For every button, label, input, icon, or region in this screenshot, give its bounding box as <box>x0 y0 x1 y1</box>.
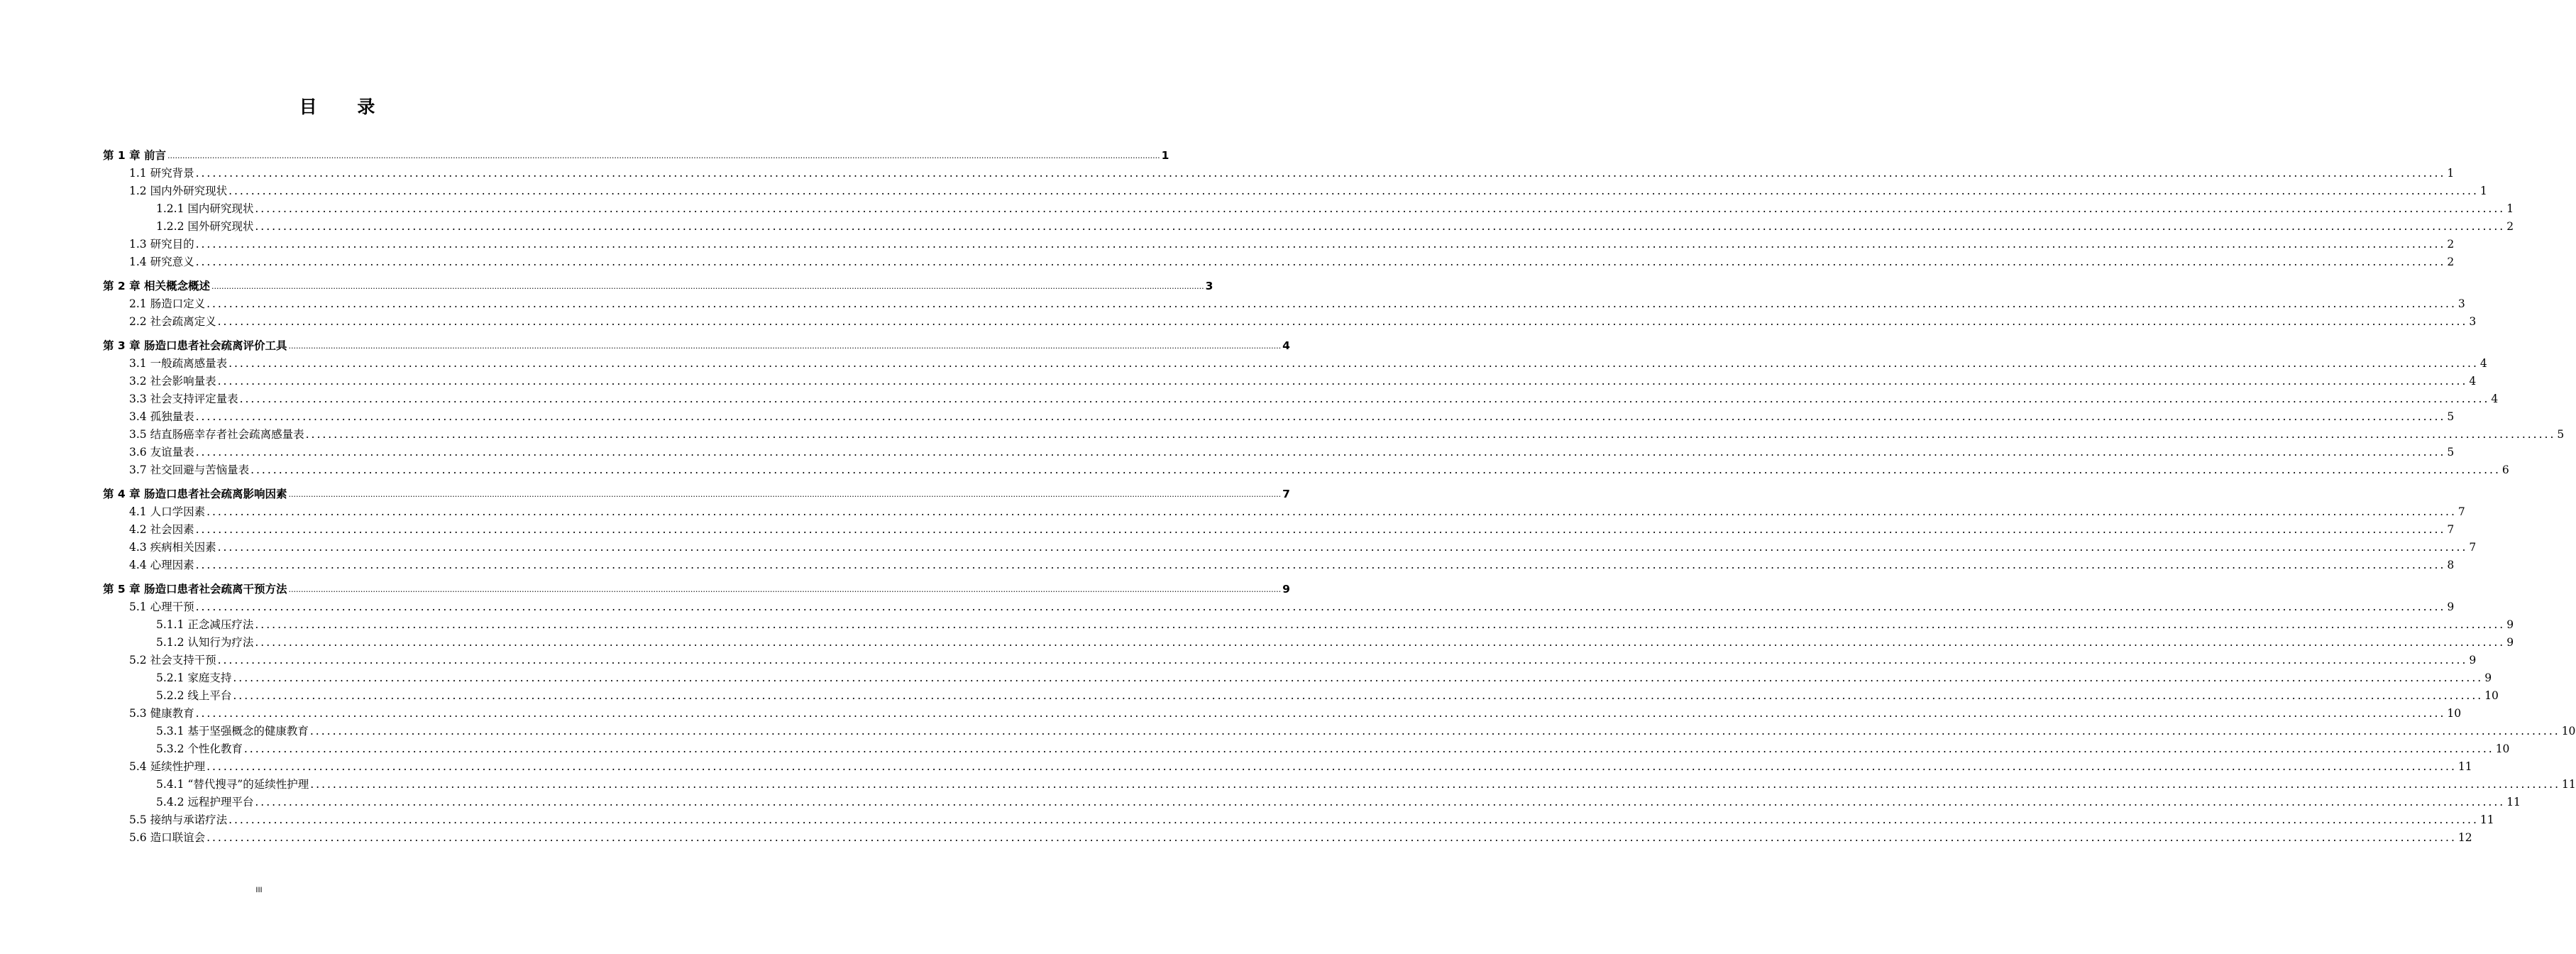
toc-section-entry[interactable] <box>103 236 2455 253</box>
toc-section-entry[interactable] <box>103 355 2487 373</box>
toc-entry-title: 5.3.1 基于坚强概念的健康教育 <box>156 725 309 738</box>
dot-leader: ................................................................................................................................................................................................................................................................................................................................................................................................................ <box>195 446 2446 459</box>
dot-leader: ................................................................................................................................................................................................................................................................................................................................................................................................................ <box>288 585 1282 594</box>
toc-entry-page: 9 <box>2447 601 2455 613</box>
dot-leader: ................................................................................................................................................................................................................................................................................................................................................................................................................ <box>229 185 2479 197</box>
toc-section-entry[interactable] <box>103 758 2472 776</box>
toc-entry-page: 12 <box>2457 831 2472 844</box>
toc-entry-page: 1 <box>2506 202 2514 215</box>
dot-leader: ................................................................................................................................................................................................................................................................................................................................................................................................................ <box>233 689 2484 702</box>
toc-entry-title: 3.3 社会支持评定量表 <box>129 393 238 405</box>
toc-entry-title: 5.1 心理干预 <box>129 601 194 613</box>
toc-entry-title: 5.2.2 线上平台 <box>156 689 232 702</box>
dot-leader: ................................................................................................................................................................................................................................................................................................................................................................................................................ <box>243 742 2494 755</box>
dot-leader: ................................................................................................................................................................................................................................................................................................................................................................................................................ <box>251 464 2501 476</box>
dot-leader: ................................................................................................................................................................................................................................................................................................................................................................................................................ <box>255 796 2506 808</box>
toc-entry-title: 第 3 章 肠造口患者社会疏离评价工具 <box>103 339 287 352</box>
toc-section-entry[interactable] <box>103 313 2477 331</box>
toc-entry-page: 10 <box>2447 707 2462 720</box>
toc-chapter-entry[interactable] <box>103 278 1213 295</box>
dot-leader: ................................................................................................................................................................................................................................................................................................................................................................................................................ <box>207 831 2457 844</box>
dot-leader: ................................................................................................................................................................................................................................................................................................................................................................................................................ <box>195 707 2446 720</box>
toc-subsection-entry[interactable] <box>103 723 2576 740</box>
toc-section-entry[interactable] <box>103 295 2465 313</box>
toc-entry-page: 5 <box>2447 446 2455 459</box>
dot-leader: ................................................................................................................................................................................................................................................................................................................................................................................................................ <box>255 220 2506 233</box>
dot-leader: ................................................................................................................................................................................................................................................................................................................................................................................................................ <box>195 167 2446 180</box>
toc-section-entry[interactable] <box>103 165 2455 182</box>
toc-section-entry[interactable] <box>103 598 2455 616</box>
toc-section-entry[interactable] <box>103 408 2455 426</box>
toc-entry-title: 5.3.2 个性化教育 <box>156 742 243 755</box>
toc-section-entry[interactable] <box>103 652 2477 669</box>
toc-section-entry[interactable] <box>103 539 2477 556</box>
toc-entry-page: 11 <box>2506 796 2521 808</box>
toc-entry-page: 5 <box>2557 428 2565 441</box>
dot-leader: ................................................................................................................................................................................................................................................................................................................................................................................................................ <box>207 297 2457 310</box>
toc-subsection-entry[interactable] <box>103 687 2499 705</box>
dot-leader: ................................................................................................................................................................................................................................................................................................................................................................................................................ <box>217 541 2468 554</box>
toc-entry-title: 5.4 延续性护理 <box>129 760 206 773</box>
dot-leader: ................................................................................................................................................................................................................................................................................................................................................................................................................ <box>229 357 2479 370</box>
toc-title: 目 录 <box>299 97 392 117</box>
toc-entry-title: 5.5 接纳与承诺疗法 <box>129 813 228 826</box>
toc-entry-title: 第 1 章 前言 <box>103 149 166 162</box>
table-of-contents <box>103 147 2576 847</box>
dot-leader: ................................................................................................................................................................................................................................................................................................................................................................................................................ <box>288 341 1282 351</box>
dot-leader: ................................................................................................................................................................................................................................................................................................................................................................................................................ <box>195 559 2446 571</box>
dot-leader: ................................................................................................................................................................................................................................................................................................................................................................................................................ <box>195 238 2446 251</box>
toc-chapter <box>103 337 2565 479</box>
toc-subsection-entry[interactable] <box>103 776 2576 794</box>
toc-entry-page: 3 <box>2457 297 2465 310</box>
toc-entry-page: 9 <box>2506 618 2514 631</box>
toc-entry-page: 7 <box>2447 523 2455 536</box>
toc-entry-page: 11 <box>2479 813 2494 826</box>
toc-entry-page: 10 <box>2495 742 2510 755</box>
toc-entry-title: 3.5 结直肠癌幸存者社会疏离感量表 <box>129 428 304 441</box>
toc-entry-page: 4 <box>1282 339 1290 352</box>
toc-chapter <box>103 278 2477 331</box>
toc-section-entry[interactable] <box>103 444 2455 461</box>
dot-leader: ................................................................................................................................................................................................................................................................................................................................................................................................................ <box>305 428 2556 441</box>
dot-leader: ................................................................................................................................................................................................................................................................................................................................................................................................................ <box>211 282 1204 291</box>
toc-entry-page: 7 <box>2469 541 2477 554</box>
toc-entry-title: 第 4 章 肠造口患者社会疏离影响因素 <box>103 488 287 500</box>
dot-leader: ................................................................................................................................................................................................................................................................................................................................................................................................................ <box>167 151 1160 160</box>
toc-section-entry[interactable] <box>103 503 2465 521</box>
toc-entry-title: 5.2.1 家庭支持 <box>156 671 232 684</box>
dot-leader: ................................................................................................................................................................................................................................................................................................................................................................................................................ <box>217 654 2468 667</box>
toc-entry-title: 1.4 研究意义 <box>129 256 194 268</box>
toc-subsection-entry[interactable] <box>103 218 2514 236</box>
toc-entry-page: 1 <box>1161 149 1169 162</box>
toc-section-entry[interactable] <box>103 521 2455 539</box>
toc-entry-title: 1.2 国内外研究现状 <box>129 185 228 197</box>
toc-entry-title: 5.3 健康教育 <box>129 707 194 720</box>
toc-entry-title: 5.1.2 认知行为疗法 <box>156 636 254 649</box>
toc-chapter <box>103 581 2576 847</box>
toc-entry-title: 1.2.1 国内研究现状 <box>156 202 254 215</box>
toc-entry-title: 4.1 人口学因素 <box>129 505 206 518</box>
toc-subsection-entry[interactable] <box>103 616 2514 634</box>
toc-entry-title: 5.4.1 “替代搜寻”的延续性护理 <box>156 778 309 791</box>
toc-entry-page: 11 <box>2457 760 2472 773</box>
toc-chapter-entry[interactable] <box>103 147 1169 165</box>
toc-entry-title: 3.4 孤独量表 <box>129 410 194 423</box>
toc-entry-page: 2 <box>2506 220 2514 233</box>
toc-section-entry[interactable] <box>103 461 2509 479</box>
toc-entry-page: 3 <box>1205 280 1213 292</box>
dot-leader: ................................................................................................................................................................................................................................................................................................................................................................................................................ <box>195 601 2446 613</box>
toc-entry-page: 8 <box>2447 559 2455 571</box>
dot-leader: ................................................................................................................................................................................................................................................................................................................................................................................................................ <box>309 725 2560 738</box>
dot-leader: ................................................................................................................................................................................................................................................................................................................................................................................................................ <box>255 202 2506 215</box>
dot-leader: ................................................................................................................................................................................................................................................................................................................................................................................................................ <box>195 523 2446 536</box>
toc-subsection-entry[interactable] <box>103 740 2510 758</box>
dot-leader: ................................................................................................................................................................................................................................................................................................................................................................................................................ <box>217 375 2468 388</box>
dot-leader: ................................................................................................................................................................................................................................................................................................................................................................................................................ <box>239 393 2490 405</box>
toc-entry-page: 9 <box>2484 671 2492 684</box>
toc-entry-title: 2.1 肠造口定义 <box>129 297 206 310</box>
dot-leader: ................................................................................................................................................................................................................................................................................................................................................................................................................ <box>195 410 2446 423</box>
toc-chapter <box>103 486 2477 574</box>
toc-entry-page: 1 <box>2447 167 2455 180</box>
toc-subsection-entry[interactable] <box>103 669 2492 687</box>
toc-section-entry[interactable] <box>103 829 2472 847</box>
toc-subsection-entry[interactable] <box>103 794 2521 811</box>
toc-entry-title: 1.1 研究背景 <box>129 167 194 180</box>
dot-leader: ................................................................................................................................................................................................................................................................................................................................................................................................................ <box>195 256 2446 268</box>
toc-entry-title: 5.1.1 正念减压疗法 <box>156 618 254 631</box>
toc-entry-title: 4.3 疾病相关因素 <box>129 541 216 554</box>
toc-section-entry[interactable] <box>103 426 2565 444</box>
toc-entry-page: 6 <box>2501 464 2509 476</box>
toc-entry-title: 3.7 社交回避与苦恼量表 <box>129 464 250 476</box>
toc-entry-title: 3.6 友谊量表 <box>129 446 194 459</box>
toc-entry-title: 1.3 研究目的 <box>129 238 194 251</box>
toc-section-entry[interactable] <box>103 556 2455 574</box>
toc-entry-page: 1 <box>2479 185 2487 197</box>
dot-leader: ................................................................................................................................................................................................................................................................................................................................................................................................................ <box>310 778 2561 791</box>
dot-leader: ................................................................................................................................................................................................................................................................................................................................................................................................................ <box>255 636 2506 649</box>
toc-entry-page: 9 <box>1282 583 1290 596</box>
toc-entry-title: 4.2 社会因素 <box>129 523 194 536</box>
toc-entry-page: 7 <box>2457 505 2465 518</box>
dot-leader: ................................................................................................................................................................................................................................................................................................................................................................................................................ <box>207 505 2457 518</box>
toc-entry-page: 9 <box>2469 654 2477 667</box>
toc-entry-page: 2 <box>2447 256 2455 268</box>
dot-leader: ................................................................................................................................................................................................................................................................................................................................................................................................................ <box>217 315 2468 328</box>
dot-leader: ................................................................................................................................................................................................................................................................................................................................................................................................................ <box>288 490 1282 499</box>
toc-section-entry[interactable] <box>103 182 2487 200</box>
toc-entry-page: 9 <box>2506 636 2514 649</box>
dot-leader: ................................................................................................................................................................................................................................................................................................................................................................................................................ <box>229 813 2479 826</box>
toc-chapter-entry[interactable] <box>103 581 1290 598</box>
toc-entry-page: 4 <box>2479 357 2487 370</box>
dot-leader: ................................................................................................................................................................................................................................................................................................................................................................................................................ <box>233 671 2484 684</box>
toc-entry-title: 4.4 心理因素 <box>129 559 194 571</box>
toc-entry-page: 4 <box>2469 375 2477 388</box>
toc-entry-title: 3.2 社会影响量表 <box>129 375 216 388</box>
toc-entry-title: 5.2 社会支持干预 <box>129 654 216 667</box>
toc-entry-page: 11 <box>2562 778 2576 791</box>
toc-section-entry[interactable] <box>103 253 2455 271</box>
toc-entry-page: 7 <box>1282 488 1290 500</box>
dot-leader: ................................................................................................................................................................................................................................................................................................................................................................................................................ <box>255 618 2506 631</box>
toc-chapter-entry[interactable] <box>103 337 1290 355</box>
toc-entry-title: 第 2 章 相关概念概述 <box>103 280 210 292</box>
toc-section-entry[interactable] <box>103 390 2499 408</box>
toc-entry-title: 第 5 章 肠造口患者社会疏离干预方法 <box>103 583 287 596</box>
toc-entry-title: 3.1 一般疏离感量表 <box>129 357 228 370</box>
toc-section-entry[interactable] <box>103 705 2462 723</box>
toc-entry-page: 5 <box>2447 410 2455 423</box>
page-number: III <box>255 886 263 894</box>
toc-entry-page: 2 <box>2447 238 2455 251</box>
toc-chapter-entry[interactable] <box>103 486 1290 503</box>
toc-entry-page: 4 <box>2491 393 2499 405</box>
toc-entry-title: 5.4.2 远程护理平台 <box>156 796 254 808</box>
toc-entry-title: 1.2.2 国外研究现状 <box>156 220 254 233</box>
toc-entry-page: 10 <box>2561 725 2576 738</box>
toc-section-entry[interactable] <box>103 811 2494 829</box>
toc-subsection-entry[interactable] <box>103 634 2514 652</box>
toc-entry-title: 2.2 社会疏离定义 <box>129 315 216 328</box>
toc-entry-title: 5.6 造口联谊会 <box>129 831 206 844</box>
toc-section-entry[interactable] <box>103 373 2477 390</box>
toc-entry-page: 10 <box>2484 689 2499 702</box>
toc-entry-page: 3 <box>2469 315 2477 328</box>
toc-subsection-entry[interactable] <box>103 200 2514 218</box>
dot-leader: ................................................................................................................................................................................................................................................................................................................................................................................................................ <box>207 760 2457 773</box>
toc-chapter <box>103 147 2514 271</box>
